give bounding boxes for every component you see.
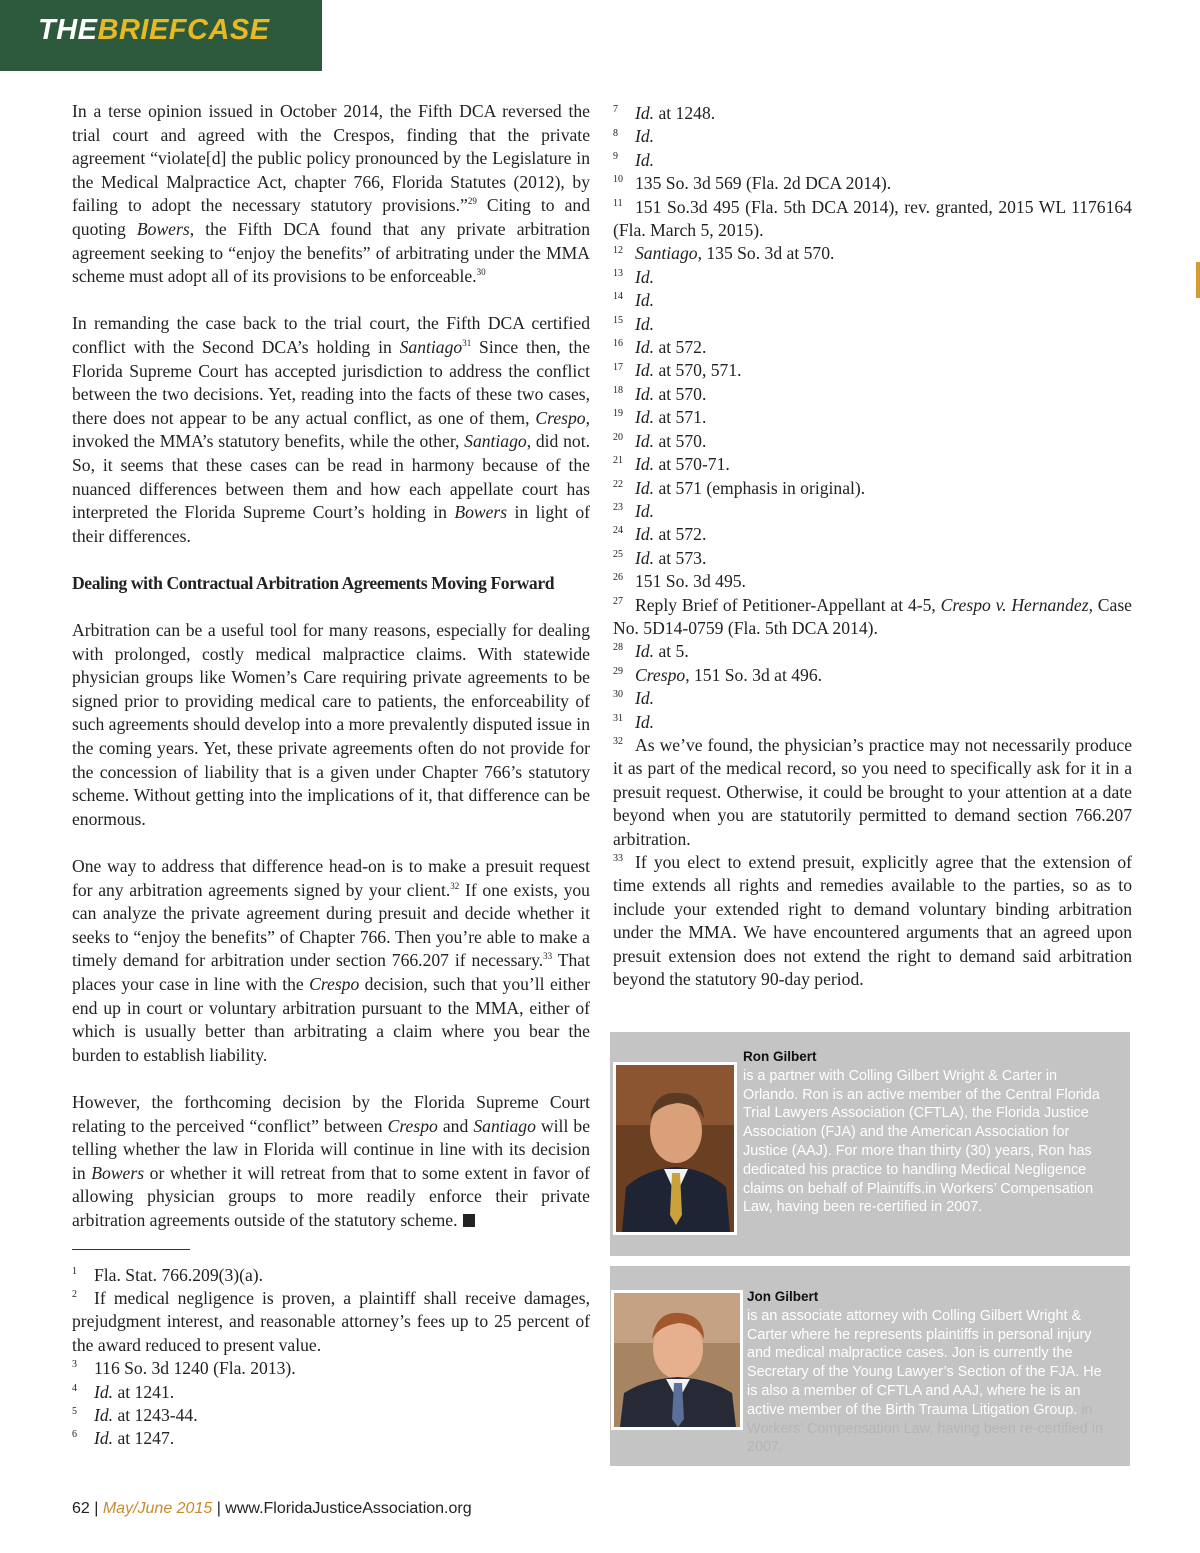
footnotes-left bbox=[72, 1264, 590, 1451]
footnote: 16 Id. at 572. bbox=[613, 337, 707, 358]
footnote: 27 Reply Brief of Petitioner-Appellant at 4-5, Crespo v. Hernandez, Case No. 5D14-0759 (Fla. 5th DCA 2014). bbox=[613, 594, 1132, 638]
brand-part-briefcase: BRIEFCASE bbox=[97, 14, 270, 46]
author-photo-ron bbox=[613, 1062, 737, 1235]
author-bio-ron bbox=[610, 1032, 1130, 1256]
website-link[interactable]: www.FloridaJusticeAssociation.org bbox=[225, 1500, 472, 1517]
page-number: 62 bbox=[72, 1500, 90, 1517]
bio-text-ron bbox=[743, 1048, 1103, 1217]
footnote: 29 Crespo, 151 So. 3d at 496. bbox=[613, 664, 823, 685]
footnote: 21 Id. at 570-71. bbox=[613, 454, 730, 475]
footnote: 30 Id. bbox=[613, 688, 655, 709]
right-column-footnotes bbox=[613, 102, 1132, 991]
footnote: 1 Fla. Stat. 766.209(3)(a). bbox=[72, 1264, 264, 1285]
portrait-ron-icon bbox=[616, 1065, 734, 1232]
footnote: 9 Id. bbox=[613, 149, 655, 170]
footnote: 26 151 So. 3d 495. bbox=[613, 571, 746, 592]
paragraph-5: However, the forthcoming decision by the Florida Supreme Court relating to the perceived “conflict” between Crespo and Santiago will be telling whether the law in Florida will continue in line with its decision in Bowers or whether it will retreat from that to some extent in favor of allowing physician groups to more readily enforce their private arbitration agreements outside of the statutory scheme. bbox=[72, 1091, 591, 1230]
bio-body-ron: is a partner with Colling Gilbert Wright & Carter in Orlando. Ron is an active member of the Central Florida Trial Lawyers Association (CFTLA), the Florida Justice Association (FJA) and the American Association for Justice (AAJ). For more than thirty (30) years, Ron has dedicated his practice to handling Medical Negligence claims on behalf of Plaintiffs.in Workers’ Compensation Law, having been re-certified in 2007. bbox=[743, 1067, 1100, 1216]
footnote: 5 Id. at 1243-44. bbox=[72, 1404, 198, 1425]
footnote: 31 Id. bbox=[613, 711, 655, 732]
footnote: 28 Id. at 5. bbox=[613, 641, 689, 662]
footnote: 33 If you elect to extend presuit, explicitly agree that the extension of time extends all rights and remedies available to the parties, so as to include your extended right to demand voluntary binding arbitration under the MMA. We have encountered arguments that an agreed upon presuit extension does not extend the right to demand said arbitration beyond the statutory 90-day period. bbox=[613, 852, 1132, 990]
footnote: 6 Id. at 1247. bbox=[72, 1428, 175, 1449]
paragraph-3: Arbitration can be a useful tool for many reasons, especially for dealing with prolonged, costly medical malpractice claims. With statewide physician groups like Women’s Care requiring private agreements to be signed prior to providing medical care to patients, the enforceability of such agreements should develop into a more prevalently disputed issue in the coming years. Yet, these private agreements often do not provide for the concession of liability that is a given under Chapter 766’s statutory scheme. Without getting into the implications of it, that difference can be enormous. bbox=[72, 620, 590, 829]
bio-name-ron: Ron Gilbert bbox=[743, 1049, 817, 1064]
section-heading: Dealing with Contractual Arbitration Agreements Moving Forward bbox=[72, 572, 555, 593]
footnote: 10 135 So. 3d 569 (Fla. 2d DCA 2014). bbox=[613, 173, 892, 194]
magazine-header bbox=[0, 0, 322, 71]
bio-body-jon: is an associate attorney with Colling Gilbert Wright & Carter where he represents plaintiffs in personal injury and medical malpractice cases. Jon is currently the Secretary of the Young Lawyer’s Section of the FJA. He is also a member of CFTLA and AAJ, where he is an active member of the Birth Trauma Litigation Group. bbox=[747, 1307, 1102, 1418]
footnote: 23 Id. bbox=[613, 500, 655, 521]
end-of-article-icon bbox=[463, 1214, 475, 1227]
footnote: 14 Id. bbox=[613, 290, 655, 311]
footnote: 22 Id. at 571 (emphasis in original). bbox=[613, 477, 866, 498]
page-edge-tab bbox=[1196, 262, 1200, 298]
footnote: 3 116 So. 3d 1240 (Fla. 2013). bbox=[72, 1358, 296, 1379]
bio-name-jon: Jon Gilbert bbox=[747, 1289, 819, 1304]
footnote: 2 If medical negligence is proven, a plaintiff shall receive damages, prejudgment interest, and reasonable attorney’s fees up to 25 percent of the award reduced to present value. bbox=[72, 1287, 590, 1355]
footnote: 24 Id. at 572. bbox=[613, 524, 707, 545]
footnote: 25 Id. at 573. bbox=[613, 547, 707, 568]
brand-part-the: THE bbox=[38, 14, 98, 46]
paragraph-1: In a terse opinion issued in October 2014, the Fifth DCA reversed the trial court and agreed with the Crespos, finding that the private agreement “violate[d] the public policy pronounced by the Legislature in the Medical Malpractice Act, chapter 766, Florida Statutes (2012), by failing to adopt the necessary statutory provisions.”$^{29}$ Citing to and quoting Bowers, the Fifth DCA found that any private arbitration agreement seeking to “enjoy the benefits” of arbitrating under the MMA scheme must adopt all of its provisions to be enforceable.$^{30}$ bbox=[72, 101, 590, 287]
bio-text-jon bbox=[747, 1288, 1107, 1457]
brand-logo bbox=[38, 14, 270, 47]
left-column bbox=[72, 100, 590, 1451]
footnote: 15 Id. bbox=[613, 313, 655, 334]
author-photo-jon bbox=[611, 1290, 743, 1430]
footnote: 19 Id. at 571. bbox=[613, 407, 707, 428]
footnote: 20 Id. at 570. bbox=[613, 430, 707, 451]
footnote: 13 Id. bbox=[613, 266, 655, 287]
footnote: 11 151 So.3d 495 (Fla. 5th DCA 2014), rev. granted, 2015 WL 1176164 (Fla. March 5, 2015). bbox=[613, 196, 1132, 241]
author-bio-jon bbox=[610, 1266, 1130, 1466]
footnote: 17 Id. at 570, 571. bbox=[613, 360, 742, 381]
paragraph-4: One way to address that difference head-on is to make a presuit request for any arbitration agreements signed by your client.$^{32}$ If one exists, you can analyze the private agreement during presuit and decide whether it seeks to “enjoy the benefits” of Chapter 766. Then you’re able to make a timely demand for arbitration under section 766.207 if necessary.$^{33}$ That places your case in line with the Crespo decision, such that you’ll either end up in court or voluntary arbitration pursuant to the MMA, either of which is usually better than arbitrating a claim where you bear the burden to establish liability. bbox=[72, 856, 590, 1065]
footnote: 4 Id. at 1241. bbox=[72, 1381, 175, 1402]
bio-ghost-text: in Workers’ Compensation Law, having been re-certified in 2007. bbox=[747, 1401, 1103, 1456]
footnote: 12 Santiago, 135 So. 3d at 570. bbox=[613, 243, 835, 264]
portrait-jon-icon bbox=[614, 1293, 740, 1427]
page-footer: 62 | May/June 2015 | www.FloridaJusticeAssociation.org bbox=[72, 1500, 472, 1517]
footnote-divider bbox=[72, 1249, 190, 1250]
issue-date: May/June 2015 bbox=[102, 1500, 213, 1517]
footnote: 32 As we’ve found, the physician’s practice may not necessarily produce it as part of the medical record, so you need to specifically ask for it in a presuit request. Otherwise, it could be brought to your attention at a date beyond when you are statutorily permitted to demand section 766.207 arbitration. bbox=[613, 734, 1132, 849]
footnote: 18 Id. at 570. bbox=[613, 383, 707, 404]
paragraph-2: In remanding the case back to the trial court, the Fifth DCA certified conflict with the Second DCA’s holding in Santiago$^{31}$ Since then, the Florida Supreme Court has accepted jurisdiction to address the conflict between the two decisions. Yet, reading into the facts of these two cases, there does not appear to be any actual conflict, as one of them, Crespo, invoked the MMA’s statutory benefits, while the other, Santiago, did not. So, it seems that these cases can be read in harmony because of the nuanced differences between them and how each appellate court has interpreted the Florida Supreme Court’s holding in Bowers in light of their differences. bbox=[72, 313, 591, 546]
footnote: 8 Id. bbox=[613, 126, 655, 147]
footnote: 7 Id. at 1248. bbox=[613, 103, 716, 123]
